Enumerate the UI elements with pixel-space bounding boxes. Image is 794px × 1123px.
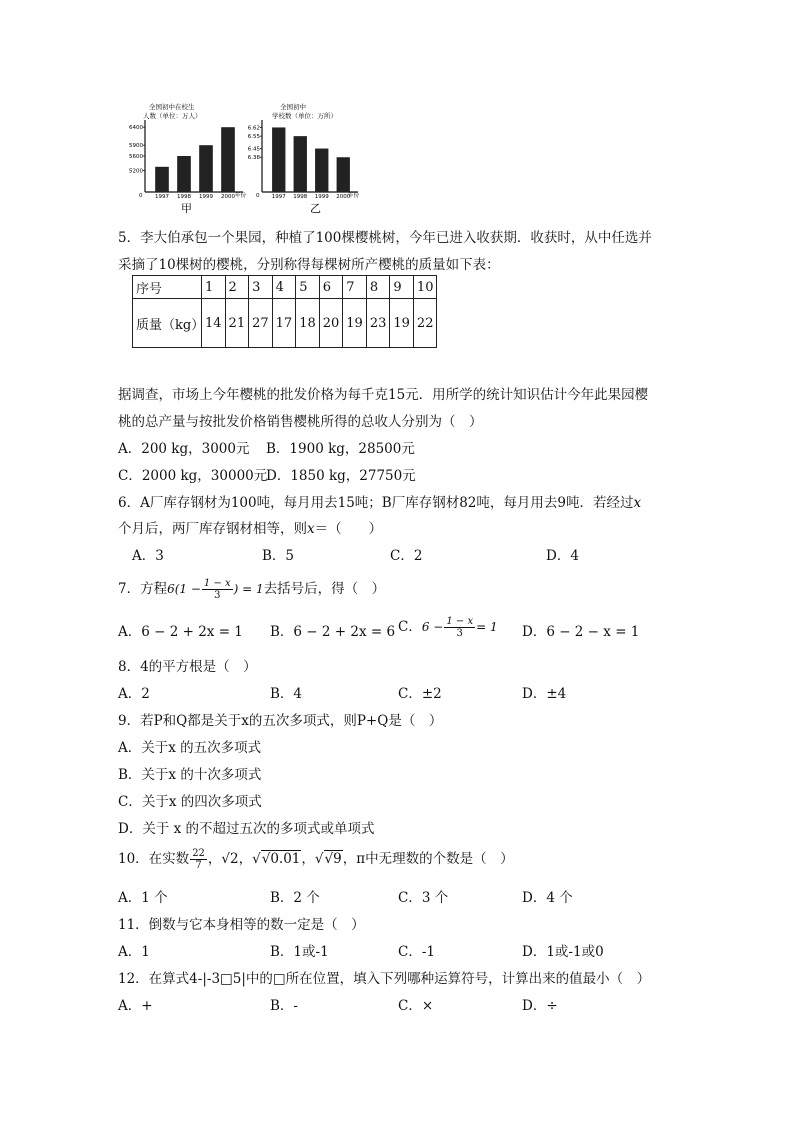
q10-item-sqrt9: √9 — [324, 851, 342, 867]
q7-option-c — [398, 610, 498, 644]
table-row — [133, 299, 437, 348]
bar-1997 — [272, 127, 285, 192]
table-cell: 质量（kg） — [133, 299, 202, 348]
q11-stem: 11．倒数与它本身相等的数一定是（ ） — [118, 917, 365, 933]
q7-option-c-fraction — [444, 616, 475, 639]
q12-option-b: B．- — [270, 998, 298, 1014]
table-cell: 3 — [249, 276, 273, 299]
table-cell: 18 — [296, 299, 320, 348]
table-cell: 19 — [390, 299, 414, 348]
q12-option-a: A．+ — [118, 998, 153, 1014]
chart-title-line2: 人数（单位：万人） — [143, 112, 202, 120]
bar-2000 — [337, 157, 350, 192]
y-tick-label: 6400 — [129, 125, 143, 132]
x-tick-label: 1998 — [293, 194, 308, 200]
q10-stem: 10．在实数 $\frac{22}{7}$ ，√2，√√0.01，√√9，π中无理数的个数是（ ） — [118, 848, 514, 871]
q11-option-d: D．1或-1或0 — [522, 944, 604, 960]
q11-option-b: B．1或-1 — [270, 944, 329, 960]
table-cell: 7 — [343, 276, 367, 299]
q5-option-c: C．2000 kg，30000元 — [118, 468, 268, 484]
cherry-mass-table — [132, 275, 437, 348]
q11-option-c: C．-1 — [398, 944, 435, 960]
q7-prefix: 7．方程 — [118, 581, 168, 597]
q7-option-c-den: 3 — [456, 628, 463, 639]
x-tick-label: 1997 — [271, 194, 286, 200]
y-tick-label: 6.62 — [247, 125, 260, 132]
bar-1998 — [177, 156, 191, 192]
y-tick-label: 5200 — [129, 168, 143, 175]
table-cell: 8 — [366, 276, 390, 299]
q10-suffix: ，π中无理数的个数是（ ） — [342, 851, 514, 867]
chart-title-line1: 全国初中在校生 — [149, 103, 195, 111]
q12-stem: 12．在算式4-|-3□5|中的□所在位置，填入下列哪种运算符号，计算出来的值最小（ ） — [118, 971, 651, 987]
q8-option-d: D．±4 — [522, 686, 567, 702]
q6-option-c: C．2 — [390, 548, 423, 564]
q6-line2b: ＝（ ） — [314, 521, 383, 537]
q10-option-d: D．4 个 — [522, 890, 573, 906]
q9-stem: 9．若P和Q都是关于x的五次多项式，则P+Q是（ ） — [118, 713, 443, 729]
q11-option-a: A．1 — [118, 944, 150, 960]
bar-1997 — [155, 167, 169, 192]
q12-option-d: D．÷ — [522, 998, 558, 1014]
q5-line4: 桃的总产量与按批发价格销售樱桃所得的总收人分别为（ ） — [118, 414, 483, 430]
q6-option-a: A．3 — [132, 548, 164, 564]
origin-label: 0 — [256, 193, 260, 199]
q5-line1: 5．李大伯承包一个果园，种植了100棵樱桃树，今年已进入收获期．收获时，从中任选并 — [118, 230, 652, 246]
x-tick-label: 1999 — [199, 194, 213, 200]
x-tick-label: 1997 — [155, 194, 169, 200]
q7-option-c-num: 1 − x — [446, 616, 474, 627]
table-cell: 序号 — [133, 276, 202, 299]
q6-var: x — [633, 495, 642, 511]
q7-eq-right: ) = 1 — [233, 582, 264, 596]
q10-fraction — [190, 848, 207, 871]
q8-option-b: B．4 — [270, 686, 303, 702]
q8-option-a: A．2 — [118, 686, 150, 702]
x-axis-label: 年份 — [235, 193, 247, 199]
q8-option-c: C．±2 — [398, 686, 442, 702]
x-tick-label: 1998 — [177, 194, 191, 200]
q7-option-c-left: 6 − — [421, 620, 444, 634]
q10-prefix: 10．在实数 — [118, 851, 190, 867]
bar-1998 — [294, 136, 307, 192]
origin-label: 0 — [139, 193, 143, 199]
y-tick-label: 6.45 — [247, 146, 260, 153]
q7-frac-num: 1 − x — [203, 578, 231, 589]
q7-option-a: A．6 − 2 + 2x = 1 — [118, 624, 243, 640]
table-cell: 21 — [225, 299, 249, 348]
q8-stem: 8．4的平方根是（ ） — [118, 659, 257, 675]
q10-sep: ， — [301, 851, 315, 867]
q5-option-b: B．1900 kg，28500元 — [266, 441, 415, 457]
q5-option-d: D．1850 kg，27750元 — [266, 468, 416, 484]
q7-suffix: 去括号后，得（ ） — [263, 581, 386, 597]
q6-var-2: x — [307, 521, 315, 537]
q9-option-d: D．关于 x 的不超过五次的多项式或单项式 — [118, 821, 375, 837]
bar-2000 — [221, 127, 235, 192]
table-cell: 6 — [319, 276, 343, 299]
q10-frac-den: 7 — [195, 860, 202, 871]
q12-option-c: C．× — [398, 998, 434, 1014]
q9-option-c: C．关于x 的四次多项式 — [118, 794, 262, 810]
table-cell: 23 — [366, 299, 390, 348]
q6-line1-text: 6．A厂库存钢材为100吨，每月用去15吨；B厂库存钢材82吨，每月用去9吨．若经过 — [118, 495, 634, 511]
q10-option-c: C．3 个 — [398, 890, 449, 906]
y-tick-label: 5600 — [129, 154, 143, 160]
bar-1999 — [199, 145, 213, 192]
q5-line3: 据调查，市场上今年樱桃的批发价格为每千克15元．用所学的统计知识估计今年此果园樱 — [118, 387, 649, 403]
q10-item-sqrt2: ，√2， — [207, 851, 253, 867]
q7-option-c-right: = 1 — [476, 620, 498, 634]
q6-option-d: D．4 — [546, 548, 579, 564]
chart-label: 乙 — [310, 202, 321, 215]
q10-item-sqrt001: √0.01 — [261, 851, 301, 867]
q7-stem — [118, 572, 385, 606]
q7-option-c-label: C． — [398, 619, 422, 635]
q6-line1 — [118, 491, 641, 511]
q5-line2: 采摘了10棵树的樱桃，分别称得每棵树所产樱桃的质量如下表： — [118, 257, 500, 273]
q7-option-d: D．6 − 2 − x = 1 — [522, 624, 640, 640]
x-tick-label: 1999 — [314, 194, 329, 200]
q6-line2a: 个月后，两厂库存钢材相等，则 — [118, 521, 307, 537]
table-row — [133, 276, 437, 299]
y-tick-label: 6.55 — [247, 134, 260, 141]
q7-fraction — [202, 578, 233, 601]
chart-title-line1: 全国初中 — [280, 103, 306, 111]
chart-jia — [129, 100, 255, 215]
q10-frac-num: 22 — [192, 848, 205, 859]
y-tick-label: 5900 — [129, 143, 143, 150]
table-cell: 4 — [272, 276, 296, 299]
q9-option-a: A．关于x 的五次多项式 — [118, 740, 262, 756]
chart-yi — [240, 100, 370, 215]
bar-1999 — [315, 149, 328, 192]
chart-title-line2: 学校数（单位：万所） — [272, 112, 337, 120]
table-cell: 2 — [225, 276, 249, 299]
q7-option-b: B．6 − 2 + 2x = 6 — [270, 624, 396, 640]
q9-option-b: B．关于x 的十次多项式 — [118, 767, 262, 783]
table-cell: 17 — [272, 299, 296, 348]
q5-option-a: A．200 kg，3000元 — [118, 441, 250, 457]
q6-option-b: B．5 — [262, 548, 295, 564]
table-cell: 20 — [319, 299, 343, 348]
table-cell: 9 — [390, 276, 414, 299]
q10-option-b: B．2 个 — [270, 890, 320, 906]
q7-frac-den: 3 — [214, 590, 221, 601]
q7-eq-left: 6(1 − — [167, 582, 201, 596]
x-tick-label: 2000 — [336, 194, 351, 200]
y-tick-label: 6.38 — [247, 155, 260, 162]
q10-option-a: A．1 个 — [118, 890, 168, 906]
x-axis-label: 年份 — [348, 193, 360, 199]
x-tick-label: 2000 — [221, 194, 235, 200]
table-cell: 27 — [249, 299, 273, 348]
table-cell: 1 — [202, 276, 226, 299]
table-cell: 19 — [343, 299, 367, 348]
table-cell: 10 — [413, 276, 437, 299]
table-cell: 14 — [202, 299, 226, 348]
table-cell: 22 — [413, 299, 437, 348]
table-cell: 5 — [296, 276, 320, 299]
q6-line2 — [118, 517, 382, 537]
chart-label: 甲 — [181, 202, 192, 215]
